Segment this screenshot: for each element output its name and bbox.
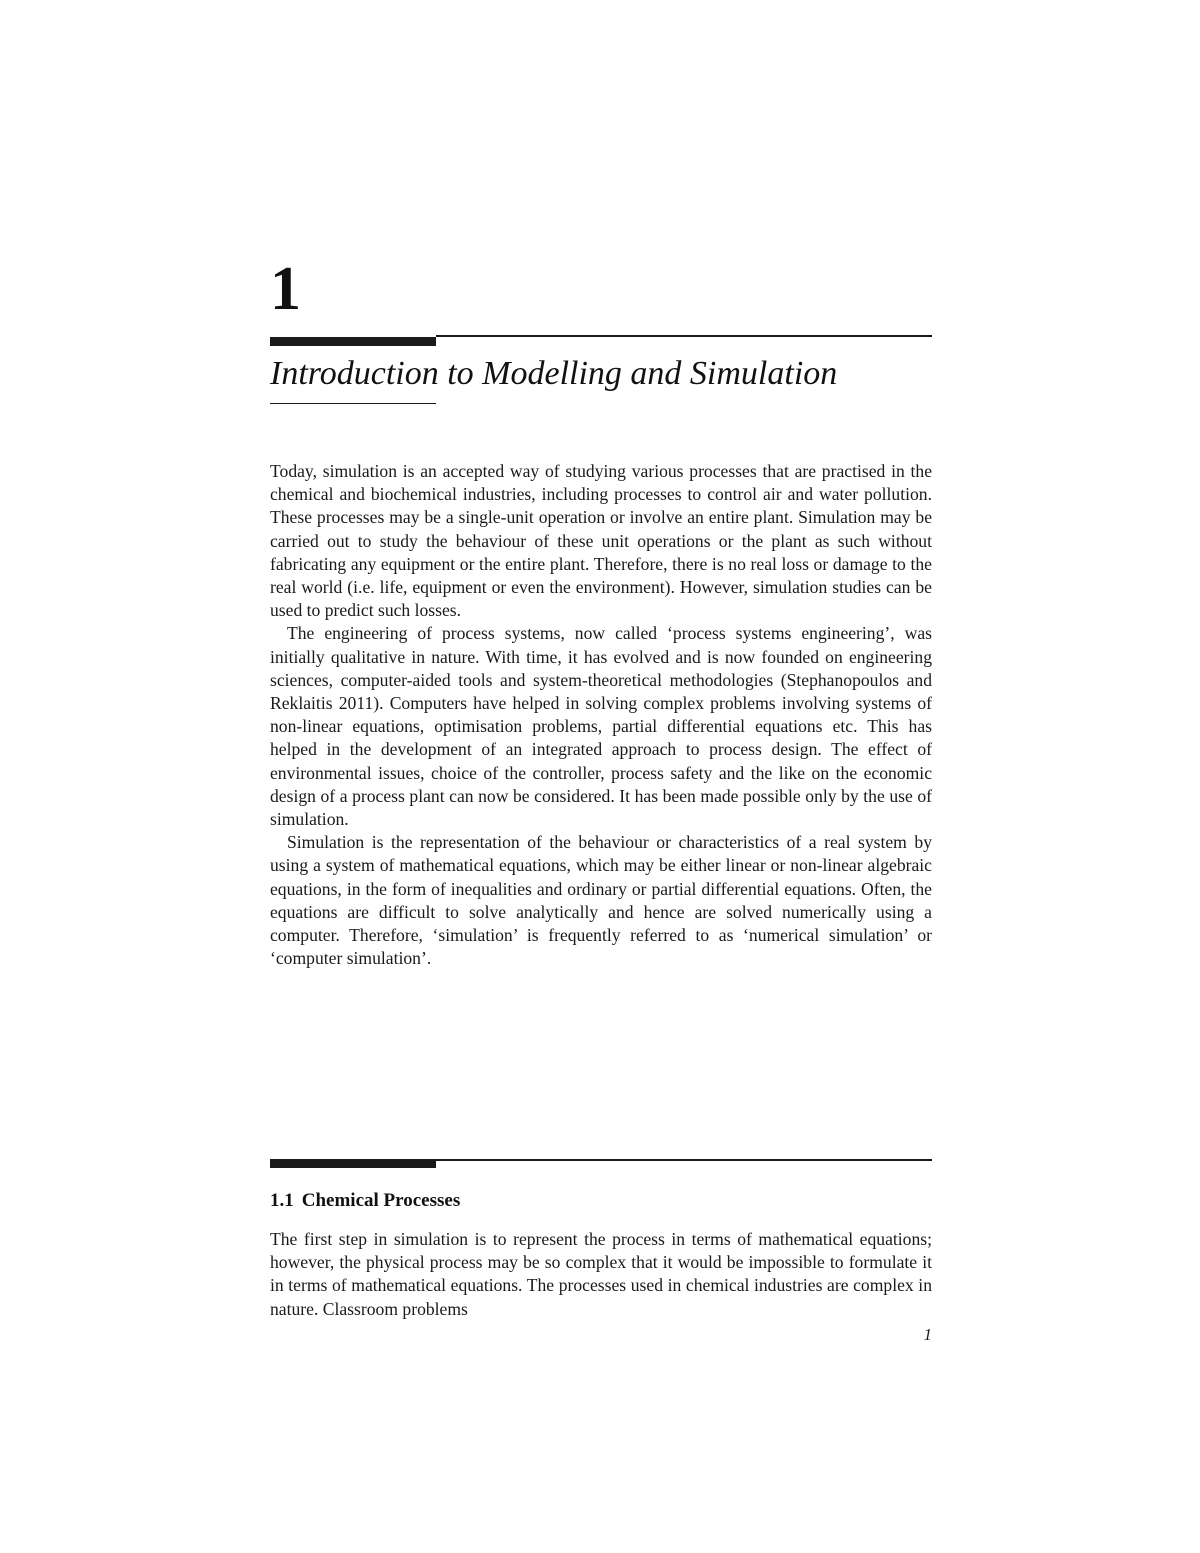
section-paragraph: The first step in simulation is to represent the process in terms of mathematical equations; however, the physical process may be so complex that it would be impossible to formulate it in terms of mathematical equations. The processes used in chemical industries are complex in nature. Classroom problems	[270, 1229, 932, 1319]
section-body	[270, 1228, 932, 1321]
chapter-title-underline	[270, 403, 436, 404]
chapter-rule-thick	[270, 337, 436, 346]
section-heading	[270, 1188, 460, 1214]
chapter-title: Introduction to Modelling and Simulation	[270, 355, 838, 392]
chapter-intro	[270, 460, 932, 970]
intro-paragraph-1: Today, simulation is an accepted way of studying various processes that are practised in the chemical and biochemical industries, including processes to control air and water pollution. These processes may be a single-unit operation or involve an entire plant. Simulation may be carried out to study the behaviour of these unit operations or the plant as such without fabricating any equipment or the entire plant. Therefore, there is no real loss or damage to the real world (i.e. life, equipment or even the environment). However, simulation studies can be used to predict such losses.	[270, 461, 932, 621]
section-title: Chemical Processes	[301, 1190, 461, 1211]
section-rule-thick	[270, 1159, 436, 1168]
intro-paragraph-3: Simulation is the representation of the behaviour or characteristics of a real system by using a system of mathematical equations, which may be either linear or non-linear algebraic equations, in the form of inequalities and ordinary or partial differential equations. Often, the equations are difficult to solve analytically and hence are solved numerically using a computer. Therefore, ‘simulation’ is frequently referred to as ‘numerical simulation’ or ‘computer simulation’.	[270, 832, 932, 969]
chapter-rule-thin	[436, 335, 932, 337]
section-number: 1.1	[270, 1190, 294, 1211]
intro-paragraph-2: The engineering of process systems, now called ‘process systems engineering’, was initially qualitative in nature. With time, it has evolved and is now founded on engineering sciences, computer-aided tools and system-theoretical methodologies (Stephanopoulos and Reklaitis 2011). Computers have helped in solving complex problems involving systems of non-linear equations, optimisation problems, partial differential equations etc. This has helped in the development of an integrated approach to process design. The effect of environmental issues, choice of the controller, process safety and the like on the economic design of a process plant can now be considered. It has been made possible only by the use of simulation.	[270, 623, 932, 830]
chapter-number: 1	[270, 255, 301, 323]
section-rule-thin	[436, 1159, 932, 1161]
page-number: 1	[923, 1325, 932, 1344]
